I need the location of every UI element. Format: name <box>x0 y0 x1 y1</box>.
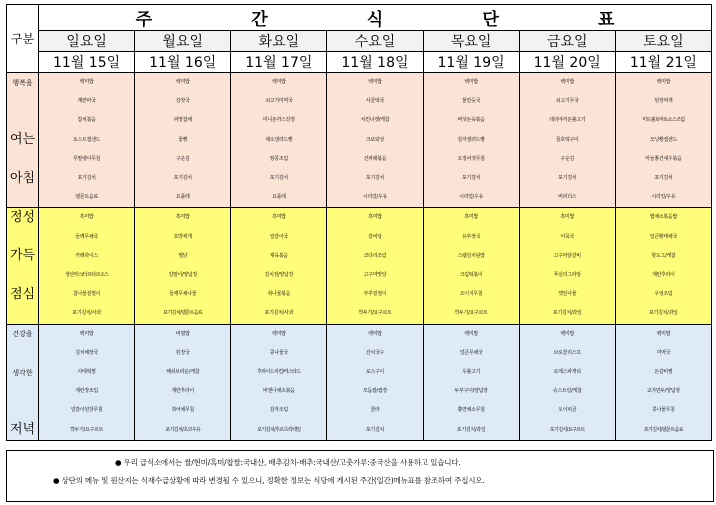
menu-item: 모닝빵잼샌드 <box>649 136 677 143</box>
breakfast-label-wrap <box>7 73 38 207</box>
day-row <box>7 31 712 52</box>
menu-item: 쇠고기미역국 <box>265 98 293 105</box>
breakfast-day-cell <box>231 73 327 208</box>
menu-item: 구운김 <box>560 155 575 162</box>
menu-item: 코다리조림 <box>363 252 387 259</box>
menu-item: 백미밥 <box>272 330 286 337</box>
day-header: 화요일 <box>231 31 327 52</box>
menu-item: 깍두기/요구르트 <box>358 310 392 317</box>
lunch-day-cell <box>231 208 327 324</box>
menu-item: 포기김치/요구르트 <box>549 426 585 433</box>
menu-item: 갈비탕 <box>368 233 382 240</box>
menu-item: 돈갈비찜 <box>654 368 673 375</box>
menu-item: 흑미밥 <box>368 214 382 221</box>
menu-item: 크림떡볶이 <box>459 271 483 278</box>
breakfast-label: 여는 <box>9 132 36 148</box>
menu-item: 흑미밥 <box>175 214 190 221</box>
menu-item: 델몬트음료 <box>75 194 98 201</box>
dinner-day-cell <box>327 324 423 440</box>
lunch-day-cell <box>39 208 135 324</box>
menu-item: 우불고기 <box>462 368 481 375</box>
menu-item: 흑미밥 <box>79 214 94 221</box>
lunch-day-cell <box>423 208 519 324</box>
menu-item: 포기김치 <box>77 174 96 181</box>
breakfast-day-cell <box>327 73 423 208</box>
menu-item: 깍두기/요구르트 <box>70 426 104 433</box>
menu-item: 포기김치/과일 <box>552 310 582 317</box>
menu-item: 햄채소볶음밥 <box>649 214 677 221</box>
day-header: 수요일 <box>327 31 423 52</box>
lunch-day-cell <box>327 208 423 324</box>
breakfast-label: 아침 <box>9 170 36 186</box>
day-header: 월요일 <box>135 31 231 52</box>
menu-item: 찜닭 <box>178 252 188 259</box>
lunch-day-cell <box>615 208 711 324</box>
menu-item: 쫄면채소무침 <box>457 407 485 414</box>
menu-item: 꽃빵 <box>178 136 188 143</box>
menu-item: 얼갈이국 <box>269 233 288 240</box>
menu-item: 고구마맛탕 <box>363 271 387 278</box>
page-title <box>39 5 712 31</box>
breakfast-day-cell <box>519 73 615 208</box>
menu-item: 카레라이스 <box>75 252 98 259</box>
menu-item: 푸실리그라탕 <box>553 271 581 278</box>
menu-item: 계란후라이 <box>171 388 195 395</box>
menu-item: 계란장조림 <box>75 388 98 395</box>
menu-item: 포기김치 <box>462 174 481 181</box>
menu-item: 백미밥 <box>79 79 94 85</box>
weekly-menu-table <box>6 4 712 441</box>
menu-item: 들깨무채나물 <box>169 291 197 298</box>
dinner-day-cell <box>423 324 519 440</box>
date-header: 11월 21일 <box>615 52 711 73</box>
menu-item: 치킨너겟/케찹 <box>360 117 390 124</box>
menu-item: 핫도그/케찹 <box>651 252 676 259</box>
menu-item: 백미밥 <box>656 79 671 85</box>
menu-item: 백미밥 <box>560 330 575 337</box>
menu-item: 흑미밥 <box>560 214 575 221</box>
menu-item: 포기김치 <box>269 174 288 181</box>
menu-item: 백미밥 <box>368 330 382 337</box>
menu-item: 구운김 <box>175 155 190 162</box>
lunch-label-wrap <box>7 208 38 323</box>
menu-item: 포기김치 <box>558 174 577 181</box>
menu-item: 땅콩조림 <box>269 155 288 162</box>
menu-item: 계란후라이 <box>652 271 675 278</box>
date-header: 11월 19일 <box>423 52 519 73</box>
menu-item: 콜라 <box>370 407 380 414</box>
menu-item: 된장찌개 <box>654 98 673 105</box>
menu-item: 비엔나채소볶음 <box>262 388 295 395</box>
day-header: 금요일 <box>519 31 615 52</box>
menu-item: 김치전/양념장 <box>264 271 294 278</box>
menu-item: 슈스트링/케찹 <box>552 388 582 395</box>
menu-item: 들깨무채국 <box>75 233 98 240</box>
lunch-label-cell <box>7 208 39 324</box>
menu-item: 해쉬브라운/케찹 <box>166 368 200 375</box>
menu-item: 시리얼/우유 <box>459 194 484 201</box>
menu-item: 콩나물국 <box>269 349 288 356</box>
menu-item: 취나물볶음 <box>267 291 291 298</box>
menu-item: 포기김치 <box>365 426 385 433</box>
lunch-row <box>7 208 712 324</box>
menu-item: 스팸김치덮밥 <box>457 252 485 259</box>
menu-item: 호박찌개 <box>173 233 192 240</box>
menu-item: 얼갈이된장무침 <box>70 407 103 414</box>
menu-item: 포기김치 <box>654 174 673 181</box>
dinner-label: 건강을 <box>12 330 33 339</box>
menu-item: 포기김치/과일 <box>456 426 486 433</box>
menu-item: 미역국 <box>656 349 671 356</box>
menu-item: 미트볼토마토소스조림 <box>642 117 685 124</box>
breakfast-day-cell <box>423 73 519 208</box>
menu-item: 요플레 <box>175 194 190 201</box>
menu-item: 흑미밥 <box>464 214 478 221</box>
date-header: 11월 16일 <box>135 52 231 73</box>
date-header: 11월 18일 <box>327 52 423 73</box>
menu-item: 로스구이 <box>365 368 385 375</box>
gubun-label: 구분 <box>10 32 35 46</box>
menu-item: 얼큰무채국 <box>459 349 483 356</box>
menu-item: 로제스파게티 <box>553 368 581 375</box>
menu-sheet <box>6 4 712 441</box>
dinner-label-cell <box>7 324 39 440</box>
menu-item: 비빔밥 <box>175 330 190 337</box>
menu-item: 얼큰황태채국 <box>649 233 677 240</box>
day-header: 토요일 <box>615 31 711 52</box>
menu-item: 교자만두/양념장 <box>646 388 680 395</box>
menu-item: 백미밥 <box>464 330 478 337</box>
menu-item: 어묵국 <box>560 233 575 240</box>
menu-item: 비피더스 <box>558 194 577 201</box>
menu-item: 포기김치/과일 <box>649 310 678 317</box>
title-char: 식 <box>366 10 384 30</box>
menu-item: 토스트잼샌드 <box>73 136 101 143</box>
dinner-row <box>7 324 712 440</box>
lunch-day-cell <box>135 208 231 324</box>
menu-item: 포기김치/초코우유 <box>165 426 201 433</box>
menu-item: 미니돈까스강정 <box>262 117 295 124</box>
menu-item: 된장국 <box>175 349 190 356</box>
menu-item: 쥐어채무침 <box>171 407 195 414</box>
lunch-label: 점심 <box>9 286 36 302</box>
menu-item: 포기김치 <box>365 174 385 181</box>
menu-item: 제육볶음 <box>269 252 288 259</box>
menu-item: 백미밥 <box>368 79 382 85</box>
menu-item: 백미밥 <box>79 330 94 337</box>
title-row <box>7 5 712 31</box>
breakfast-label: 행복을 <box>12 78 33 87</box>
menu-item: 오이지무침 <box>459 291 483 298</box>
menu-item: 백미밥 <box>175 79 190 85</box>
menu-item: 참치볶음 <box>77 117 96 124</box>
menu-item: 브로콜리스프 <box>553 349 581 356</box>
menu-item: 채소샐러드빵 <box>265 136 293 143</box>
menu-item: 데리야끼돈불고기 <box>549 117 586 124</box>
dinner-day-cell <box>231 324 327 440</box>
menu-item: 포기김치/사과 <box>264 310 294 317</box>
menu-item: 두부구이/양념장 <box>454 388 488 395</box>
dinner-label-wrap <box>7 325 38 440</box>
change-note: ● 상단의 메뉴 및 원산지는 식재수급상황에 따라 변경될 수 있으니, 정확한 정보는 식당에 게시된 주간(일간)메뉴표를 참조하여 주십시오. <box>53 476 485 485</box>
title-char: 주 <box>135 10 153 30</box>
menu-item: 부추겉절이 <box>363 291 387 298</box>
menu-item: 백미밥 <box>560 79 575 85</box>
menu-item: 시리얼/우유 <box>651 194 676 201</box>
menu-item: 건파래볶음 <box>363 155 387 162</box>
menu-item: 포기김치/델몬트음료 <box>163 310 203 317</box>
menu-item: 사골떡국 <box>365 98 385 105</box>
menu-item: 무말랭이무침 <box>73 155 101 162</box>
menu-item: 백미밥 <box>464 79 478 85</box>
day-header: 목요일 <box>423 31 519 52</box>
menu-item: 포기김치/후르츠칵테일 <box>257 426 301 433</box>
menu-item: 백미밥 <box>272 79 286 85</box>
origin-note: ● 우리 급식소에서는 쌀/현미/흑미/찹쌀:국내산, 배추김치-배추:국내산/고춧가루:중국산을 사용하고 있습니다. <box>115 458 461 467</box>
menu-item: 감잣국 <box>175 98 190 105</box>
menu-item: 콩나물무침 <box>652 407 675 414</box>
menu-item: 백미밥 <box>656 330 671 337</box>
menu-item: 버섯돈육볶음 <box>457 117 485 124</box>
footer-notes <box>6 450 714 502</box>
dinner-label: 저녁 <box>9 422 36 438</box>
lunch-label: 가득 <box>9 248 36 264</box>
menu-item: 감자조림 <box>269 407 288 414</box>
title-char: 간 <box>251 10 268 30</box>
menu-item: 물만둣국 <box>462 98 481 105</box>
menu-item: 피망잡채 <box>173 117 192 124</box>
breakfast-row <box>7 73 712 208</box>
gubun-header <box>7 5 39 73</box>
menu-item: 유부장국 <box>462 233 481 240</box>
menu-item: 후라이드치킨/머스타드 <box>257 368 301 375</box>
date-header: 11월 17일 <box>231 52 327 73</box>
menu-item: 모듬쌈/쌈장 <box>362 388 387 395</box>
menu-item: 오이피클 <box>558 407 577 414</box>
title-char: 단 <box>482 10 499 30</box>
breakfast-day-cell <box>39 73 135 208</box>
menu-item: 김말이/양념장 <box>168 271 197 278</box>
dinner-day-cell <box>39 324 135 440</box>
menu-item: 요플레 <box>272 194 286 201</box>
dinner-day-cell <box>519 324 615 440</box>
breakfast-day-cell <box>135 73 231 208</box>
menu-item: 시리얼/우유 <box>362 194 387 201</box>
menu-item: 참나물겉절이 <box>73 291 101 298</box>
title-char: 표 <box>597 10 615 30</box>
menu-item: 마늘쫑건새우볶음 <box>645 155 682 162</box>
menu-item: 포기김치/사과 <box>72 310 101 317</box>
menu-item: 포기김치 <box>173 174 192 181</box>
menu-item: 계란파국 <box>77 98 96 105</box>
lunch-label: 정성 <box>9 209 36 225</box>
menu-item: 오징어젓무침 <box>457 155 485 162</box>
day-header: 일요일 <box>39 31 135 52</box>
menu-item: 우엉조림 <box>654 291 673 298</box>
menu-item: 생선까스/타르타르소스 <box>64 271 109 278</box>
title-text <box>86 5 664 30</box>
menu-item: 사태떡찜 <box>77 368 96 375</box>
menu-item: 꿀호떡구이 <box>555 136 579 143</box>
menu-item: 고구마닭갈비 <box>553 252 581 259</box>
date-header: 11월 20일 <box>519 52 615 73</box>
menu-item: 크로와상 <box>365 136 385 143</box>
dinner-day-cell <box>135 324 231 440</box>
dinner-label: 생각한 <box>12 368 33 377</box>
menu-item: 잔치국수 <box>365 349 385 356</box>
date-header: 11월 15일 <box>39 52 135 73</box>
menu-item: 쇠고기무국 <box>555 98 579 105</box>
date-row <box>7 52 712 73</box>
menu-item: 김치해장국 <box>75 349 98 356</box>
menu-item: 흑미밥 <box>272 214 286 221</box>
lunch-day-cell <box>519 208 615 324</box>
menu-item: 감자샐러드빵 <box>457 136 485 143</box>
breakfast-label-cell <box>7 73 39 208</box>
menu-item: 깻잎나물 <box>558 291 577 298</box>
menu-item: 깍두기/요구르트 <box>454 310 488 317</box>
menu-item: 포기김치/델몬트음료 <box>643 426 683 433</box>
dinner-day-cell <box>615 324 711 440</box>
breakfast-day-cell <box>615 73 711 208</box>
